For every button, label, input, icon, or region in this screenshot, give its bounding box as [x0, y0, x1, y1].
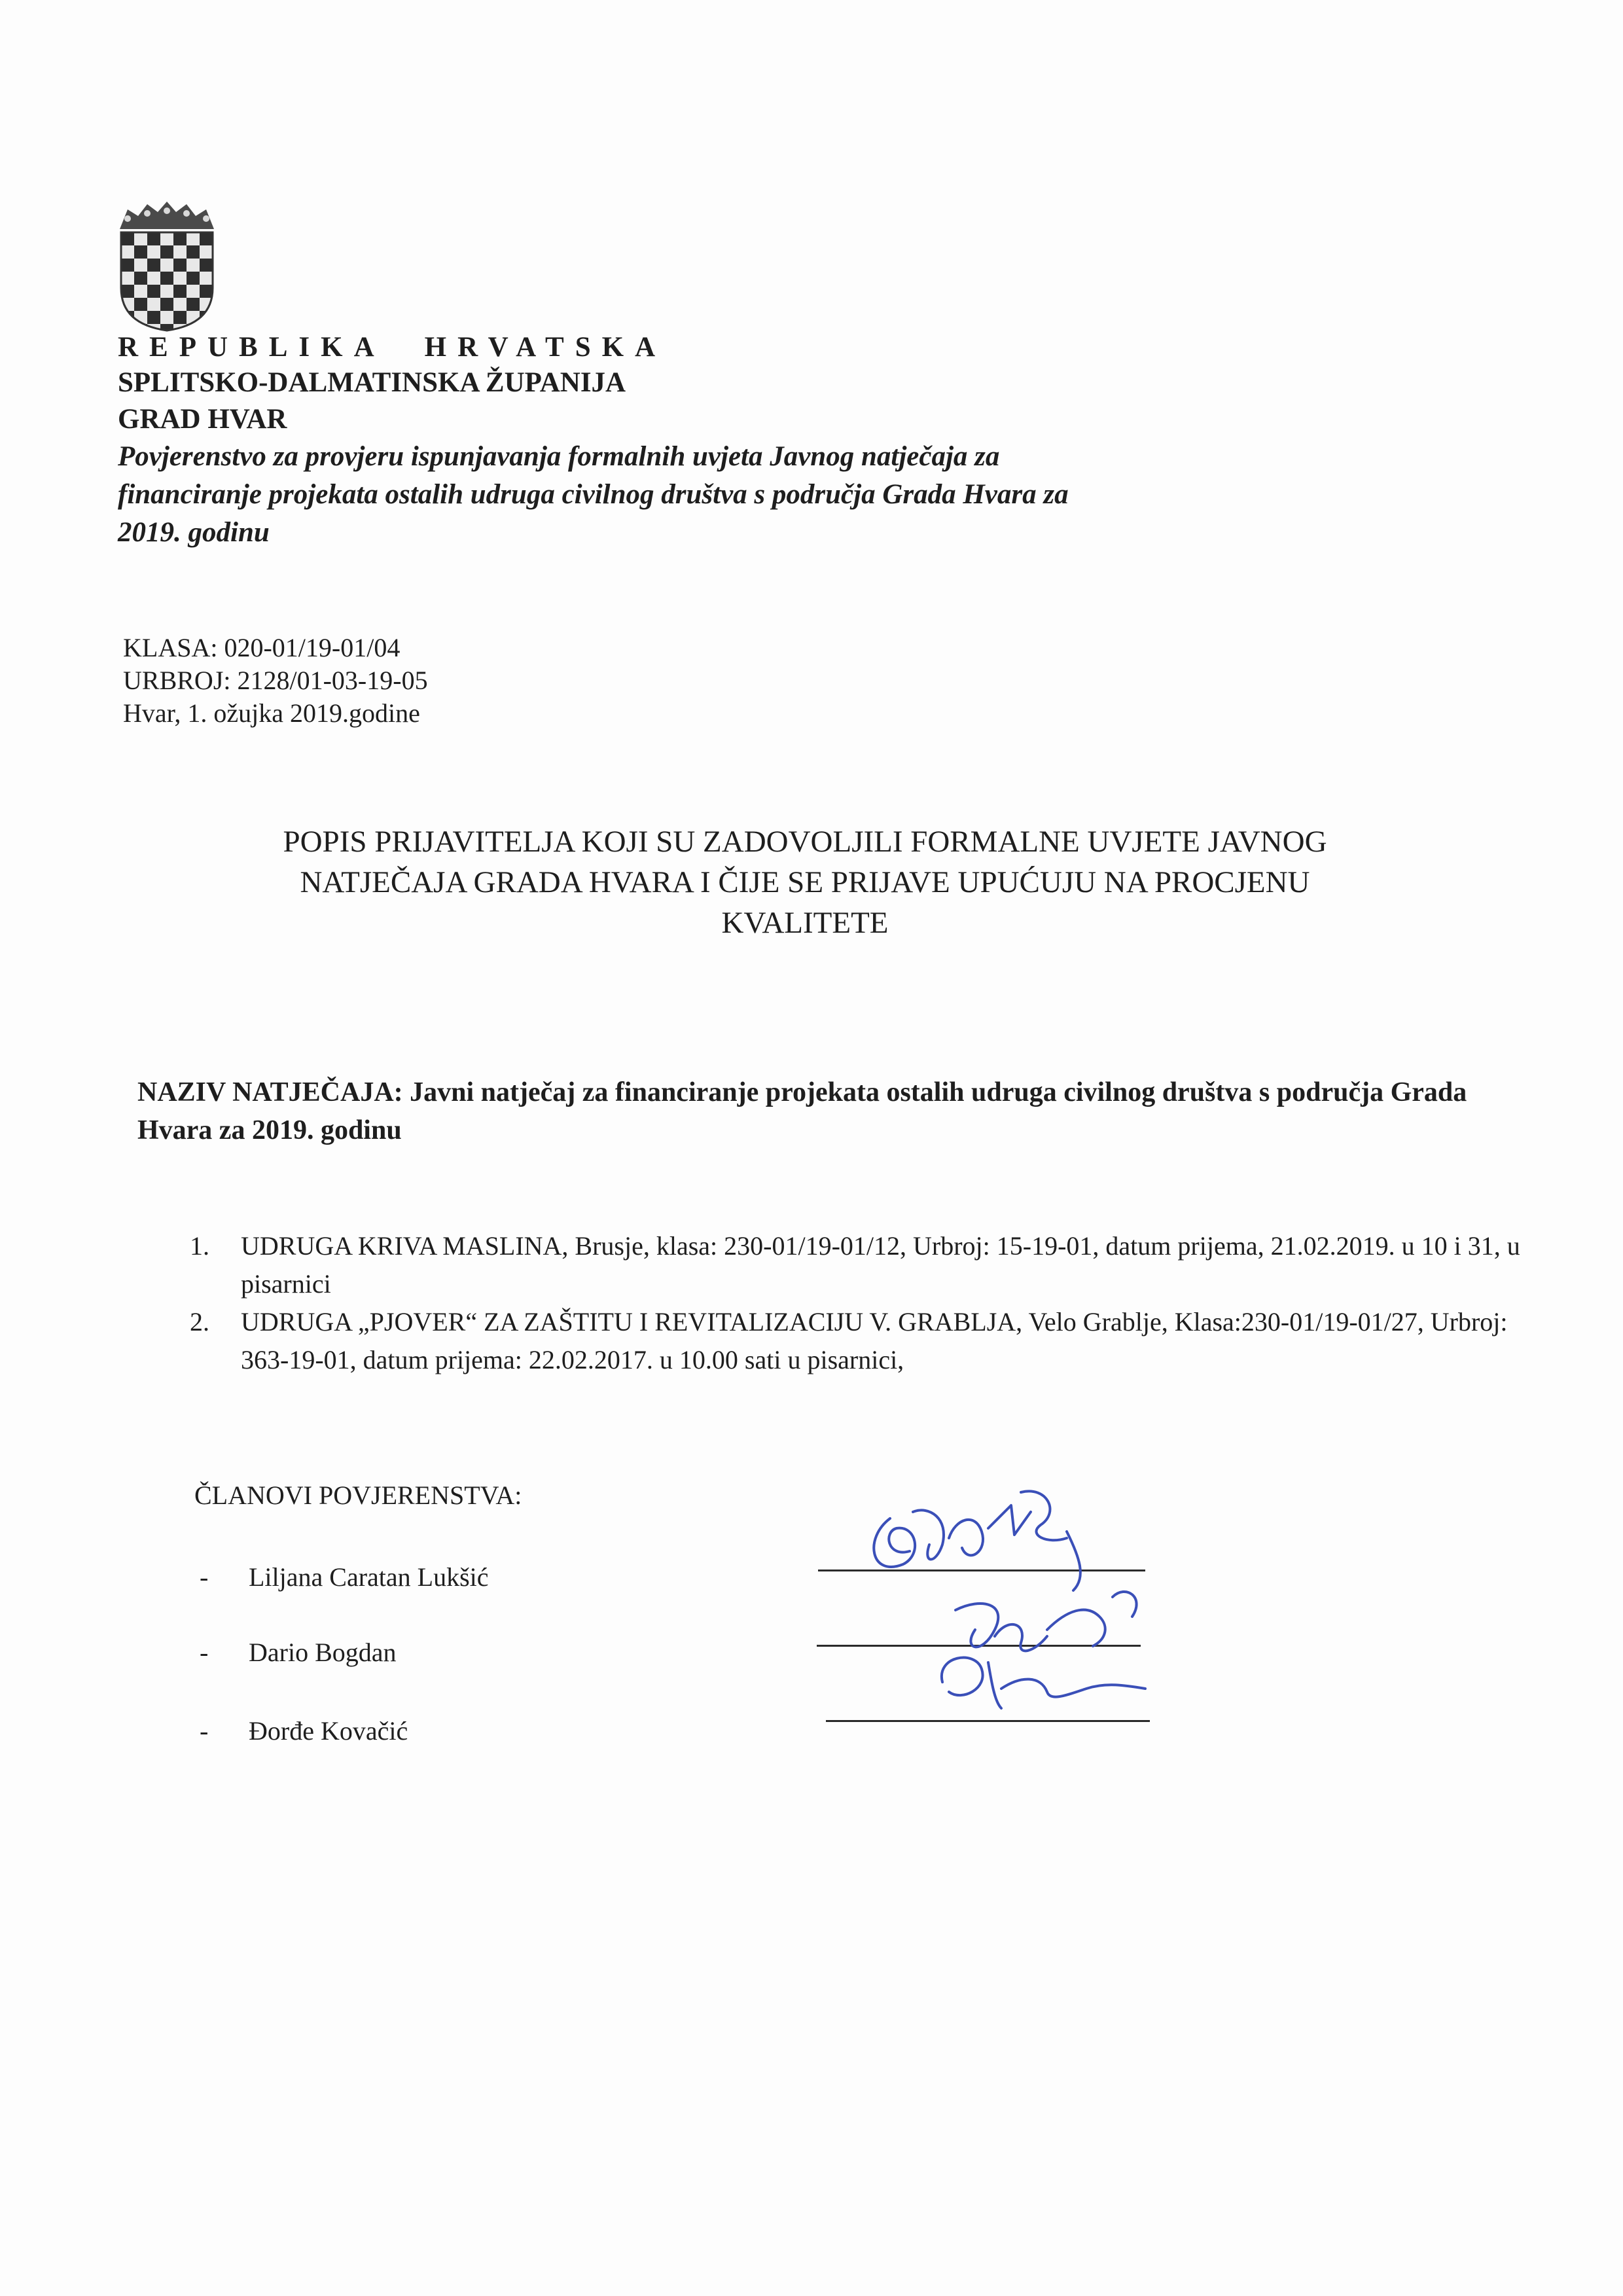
country-word-republika: REPUBLIKA	[118, 332, 385, 363]
member-item	[200, 1636, 397, 1669]
dash: -	[200, 1716, 209, 1746]
member-name: Liljana Caratan Lukšić	[249, 1562, 489, 1592]
list-number: 1.	[190, 1231, 209, 1261]
urbroj: URBROJ: 2128/01-03-19-05	[123, 666, 428, 695]
applicant-list	[190, 1227, 1525, 1379]
committee-name: Povjerenstvo za provjeru ispunjavanja formalnih uvjeta Javnog natječaja za financiranje projekata ostalih udruga civilnog društva s područja Grada Hvara za 2019. godinu	[118, 441, 1069, 548]
list-number: 2.	[190, 1307, 209, 1336]
title-line-2: NATJEČAJA GRADA HVARA I ČIJE SE PRIJAVE UPUĆUJU NA PROCJENU	[300, 865, 1310, 899]
applicant-text: UDRUGA KRIVA MASLINA, Brusje, klasa: 230-01/19-01/12, Urbroj: 15-19-01, datum prijema, 21.02.2019. u 10 i 31, u pisarnici	[241, 1231, 1520, 1299]
list-item	[190, 1303, 1525, 1379]
contest-text: Javni natječaj za financiranje projekata ostalih udruga civilnog društva s područja Grada Hvara za 2019. godinu	[137, 1077, 1467, 1145]
document-title	[151, 821, 1459, 943]
contest-label: NAZIV NATJEČAJA:	[137, 1077, 403, 1107]
klasa: KLASA: 020-01/19-01/04	[123, 633, 401, 662]
dash: -	[200, 1562, 209, 1592]
header-block	[118, 331, 1230, 552]
dash: -	[200, 1638, 209, 1667]
title-line-3: KVALITETE	[721, 906, 889, 940]
country-word-hrvatska: HRVATSKA	[424, 332, 667, 363]
list-item	[190, 1227, 1525, 1303]
member-name: Dario Bogdan	[249, 1638, 397, 1667]
reference-block	[123, 632, 428, 730]
city-name: GRAD HVAR	[118, 404, 287, 435]
applicant-text: UDRUGA „PJOVER“ ZA ZAŠTITU I REVITALIZACIJU V. GRABLJA, Velo Grablje, Klasa:230-01/19-01/27, Urbroj: 363-19-01, datum prijema: 22.02.2017. u 10.00 sati u pisarnici,	[241, 1307, 1508, 1374]
member-name: Đorđe Kovačić	[249, 1716, 408, 1746]
country-name	[118, 331, 1230, 365]
place-date: Hvar, 1. ožujka 2019.godine	[123, 698, 420, 728]
member-item	[200, 1715, 408, 1748]
handwritten-signatures	[851, 1466, 1178, 1741]
county-name: SPLITSKO-DALMATINSKA ŽUPANIJA	[118, 367, 626, 398]
coat-of-arms-icon	[115, 196, 219, 334]
member-item	[200, 1561, 489, 1594]
title-line-1: POPIS PRIJAVITELJA KOJI SU ZADOVOLJILI FORMALNE UVJETE JAVNOG	[283, 825, 1327, 859]
members-title: ČLANOVI POVJERENSTVA:	[194, 1480, 522, 1510]
contest-name	[137, 1073, 1512, 1149]
